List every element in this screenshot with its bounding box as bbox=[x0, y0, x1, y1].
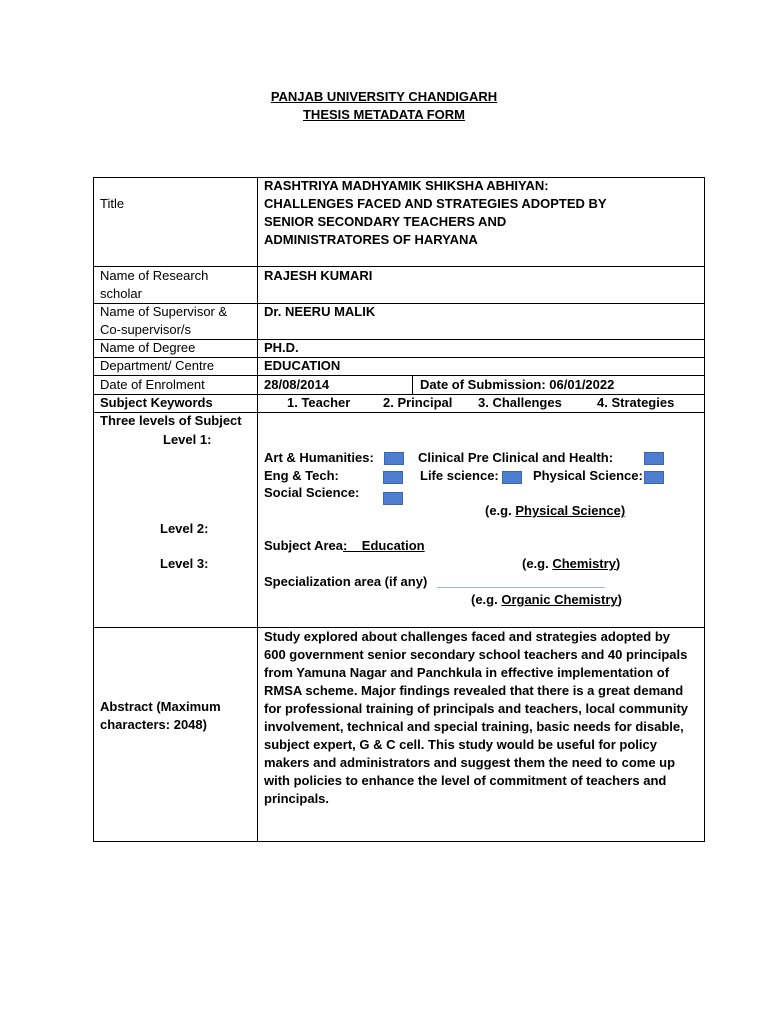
supervisor-value: Dr. NEERU MALIK bbox=[264, 304, 376, 319]
department-value: EDUCATION bbox=[264, 358, 341, 373]
specialization-field[interactable] bbox=[437, 587, 605, 588]
social-science-checkbox[interactable] bbox=[383, 492, 403, 505]
clinical-checkbox[interactable] bbox=[644, 452, 664, 465]
scholar-label-1: Name of Research bbox=[100, 268, 209, 283]
social-science-label: Social Science: bbox=[264, 485, 360, 500]
title-line-4: ADMINISTRATORES OF HARYANA bbox=[264, 232, 478, 247]
life-science-checkbox[interactable] bbox=[502, 471, 522, 484]
level-3-label: Level 3: bbox=[160, 556, 209, 571]
enrolment-label: Date of Enrolment bbox=[100, 377, 205, 392]
physical-science-checkbox[interactable] bbox=[644, 471, 664, 484]
specialization-label: Specialization area (if any) bbox=[264, 574, 428, 589]
keyword-2: 2. Principal bbox=[383, 395, 453, 410]
abstract-text: Study explored about challenges faced and strategies adopted by 600 government senior secondary school teachers and 40 principals from Yamuna Nagar and Panchkula in effective implementation of RMSA scheme. Major findings revealed that there is a great demand for professional training of principals and teachers, local community involvement, technical and special training, basic needs for disable, subject expert, G & C cell. This study would be useful for policy makers and administrators and suggest them the need to come up with policies to enhance the level of commitment of teachers and principals. bbox=[264, 629, 689, 806]
eng-tech-checkbox[interactable] bbox=[383, 471, 403, 484]
abstract-label-2: characters: 2048) bbox=[100, 717, 207, 732]
level-1-label: Level 1: bbox=[163, 432, 212, 447]
keyword-1: 1. Teacher bbox=[287, 395, 351, 410]
physical-science-label: Physical Science: bbox=[533, 468, 643, 483]
title-line-2: CHALLENGES FACED AND STRATEGIES ADOPTED BY bbox=[264, 196, 607, 211]
subject-area: Subject Area: Education bbox=[264, 538, 425, 553]
levels-label: Three levels of Subject bbox=[100, 413, 242, 428]
life-science-label: Life science: bbox=[420, 468, 499, 483]
title-line-3: SENIOR SECONDARY TEACHERS AND bbox=[264, 214, 507, 229]
level-3-example: (e.g. Chemistry) bbox=[522, 556, 621, 571]
title-label: Title bbox=[100, 196, 125, 211]
keyword-4: 4. Strategies bbox=[597, 395, 675, 410]
level-2-label: Level 2: bbox=[160, 521, 209, 536]
enrolment-value: 28/08/2014 bbox=[264, 377, 330, 392]
keywords-label: Subject Keywords bbox=[100, 395, 213, 410]
clinical-label: Clinical Pre Clinical and Health: bbox=[418, 450, 614, 465]
abstract-label-1: Abstract (Maximum bbox=[100, 699, 221, 714]
eng-tech-label: Eng & Tech: bbox=[264, 468, 339, 483]
university-heading: PANJAB UNIVERSITY CHANDIGARH bbox=[270, 89, 498, 104]
title-line-1: RASHTRIYA MADHYAMIK SHIKSHA ABHIYAN: bbox=[264, 178, 549, 193]
level-2-example: (e.g. Physical Science) bbox=[485, 503, 626, 518]
scholar-label-2: scholar bbox=[100, 286, 142, 301]
scholar-value: RAJESH KUMARI bbox=[264, 268, 373, 283]
art-humanities-checkbox[interactable] bbox=[384, 452, 404, 465]
degree-label: Name of Degree bbox=[100, 340, 196, 355]
form-title: THESIS METADATA FORM bbox=[302, 107, 465, 122]
supervisor-label-1: Name of Supervisor & bbox=[100, 304, 228, 319]
art-humanities-label: Art & Humanities: bbox=[264, 450, 374, 465]
supervisor-label-2: Co-supervisor/s bbox=[100, 322, 192, 337]
degree-value: PH.D. bbox=[264, 340, 299, 355]
keyword-3: 3. Challenges bbox=[478, 395, 562, 410]
submission-value: Date of Submission: 06/01/2022 bbox=[420, 377, 615, 392]
specialization-example: (e.g. Organic Chemistry) bbox=[471, 592, 623, 607]
department-label: Department/ Centre bbox=[100, 358, 215, 373]
